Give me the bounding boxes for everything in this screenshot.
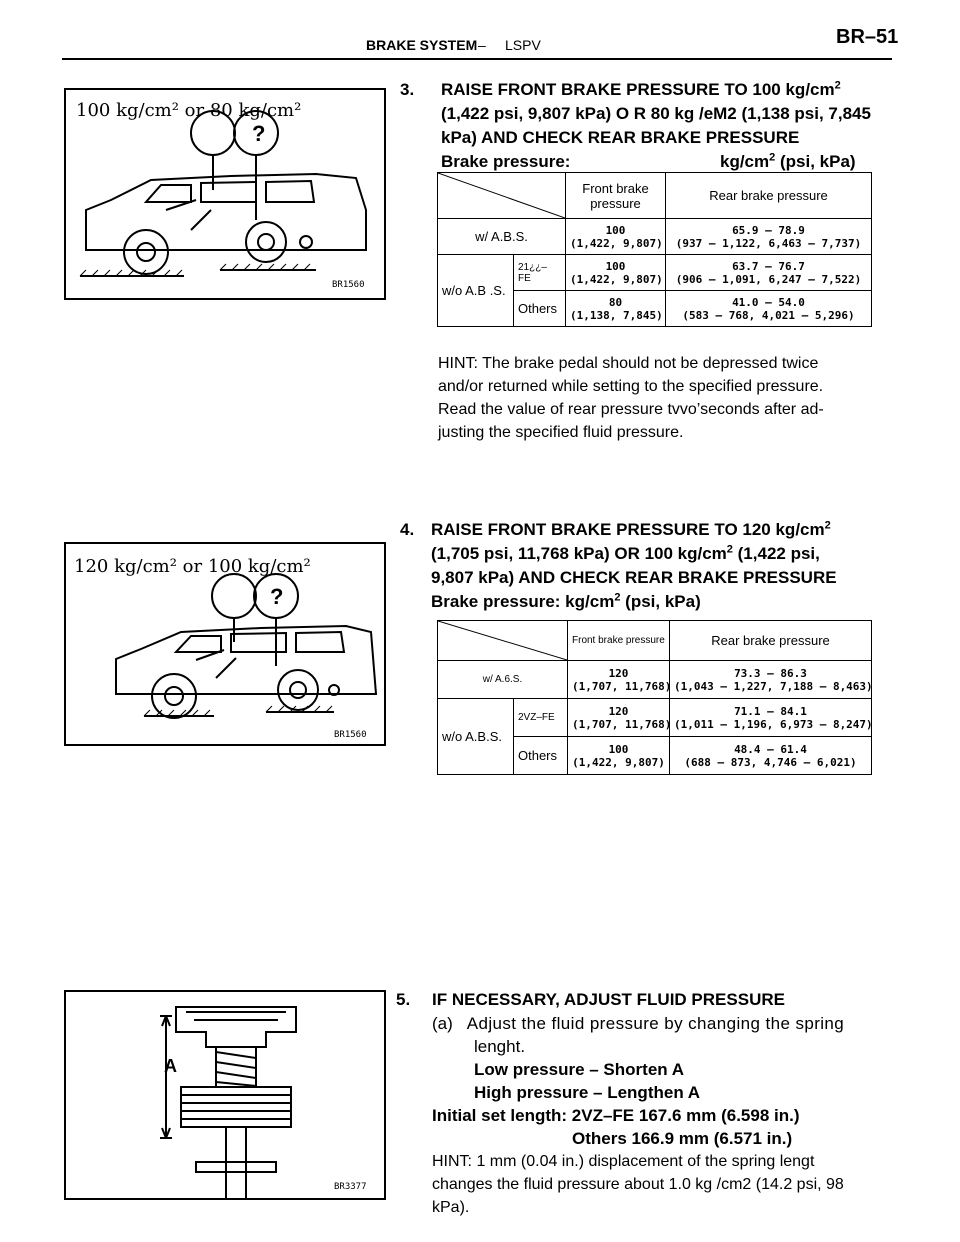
step3-hint: HINT: The brake pedal should not be depressed twice and/or returned while setting to the specified pressure. Read the value of rear pressure tvvo’seconds after ad- justing the specified fluid pressure. (438, 355, 824, 441)
cell-others-front: 100 (1,422, 9,807) (568, 737, 670, 775)
step3-pressure-table (437, 172, 872, 327)
figure-pressure-label: 100 kg/cm² or 80 kg/cm² (76, 100, 302, 121)
row-label-engine: 2VZ–FE (514, 699, 568, 737)
col-header-front: Front brake pressure (566, 173, 666, 219)
step4-pressure-table (437, 620, 872, 775)
cell-others-rear: 48.4 — 61.4 (688 — 873, 4,746 — 6,021) (670, 737, 872, 775)
col-header-rear: Rear brake pressure (666, 173, 872, 219)
gauge-unknown-mark: ? (270, 584, 284, 609)
initial-set-length: Initial set length: 2VZ–FE 167.6 mm (6.598 in.) (432, 1106, 800, 1125)
step5-figure (64, 990, 386, 1200)
step-number: 4. (400, 520, 415, 539)
cell-abs-front: 120 (1,707, 11,768) (568, 661, 670, 699)
high-pressure-instruction: High pressure – Lengthen A (474, 1083, 701, 1102)
low-pressure-instruction: Low pressure – Shorten A (474, 1060, 685, 1079)
cell-engine-front: 120 (1,707, 11,768) (568, 699, 670, 737)
row-label-abs: w/ A.6.S. (438, 661, 568, 699)
row-label-others: Others (514, 737, 568, 775)
page-header (0, 0, 960, 58)
table-corner (438, 621, 568, 661)
col-header-rear: Rear brake pressure (670, 621, 872, 661)
step3-line2: (1,422 psi, 9,807 kPa) O R 80 kg /eM2 (1,138 psi, 7,845 (441, 104, 871, 123)
step3-line3: kPa) AND CHECK REAR BRAKE PRESSURE (441, 128, 800, 147)
step5-heading: 5. IF NECESSARY, ADJUST FLUID PRESSURE (396, 990, 785, 1009)
step4-line1: RAISE FRONT BRAKE PRESSURE TO 120 $kg/cm^2$ (431, 519, 831, 539)
dimension-a-label: A (164, 1056, 177, 1076)
step-number: 3. (400, 80, 415, 99)
cell-abs-rear: 65.9 — 78.9 (937 — 1,122, 6,463 — 7,737) (666, 219, 872, 255)
figure-id: BR1560 (334, 730, 367, 740)
table-corner (438, 173, 566, 219)
figure-id: BR1560 (332, 280, 365, 290)
subsection-title: LSPV (505, 37, 541, 53)
header-separator: – (478, 37, 486, 53)
others-set-length: Others 166.9 mm (6.571 in.) (572, 1129, 793, 1148)
row-label-others: Others (514, 291, 566, 327)
row-label-no-abs: w/o A.B .S. (438, 255, 514, 327)
cell-others-rear: 41.0 — 54.0 (583 — 768, 4,021 — 5,296) (666, 291, 872, 327)
cell-engine-rear: 71.1 — 84.1 (1,011 — 1,196, 6,973 — 8,247) (670, 699, 872, 737)
cell-abs-front: 100 (1,422, 9,807) (566, 219, 666, 255)
brake-pressure-label: Brake pressure: (441, 152, 571, 171)
cell-engine-front: 100 (1,422, 9,807) (566, 255, 666, 291)
page-number: BR–51 (836, 26, 899, 48)
step4-line2: (1,705 psi, 11,768 kPa) OR 100 $kg/cm^2$ (1,422 psi, (431, 543, 820, 563)
brake-pressure-label: Brake pressure: $kg/cm^2$ (psi, kPa) (431, 591, 701, 611)
row-label-no-abs: w/o A.B.S. (438, 699, 514, 775)
figure-pressure-label: 120 kg/cm² or 100 kg/cm² (74, 556, 311, 577)
cell-others-front: 80 (1,138, 7,845) (566, 291, 666, 327)
lspv-valve-diagram (66, 992, 384, 1198)
figure-id: BR3377 (334, 1182, 367, 1192)
step3-line1: RAISE FRONT BRAKE PRESSURE TO 100 $kg/cm^2$ (441, 79, 841, 99)
col-header-front: Front brake pressure (568, 621, 670, 661)
header-rule (62, 58, 892, 60)
cell-abs-rear: 73.3 — 86.3 (1,043 — 1,227, 7,188 — 8,463) (670, 661, 872, 699)
gauge-unknown-mark: ? (252, 121, 266, 146)
step5-a-line1: (a) Adjust the fluid pressure by changing the spring (432, 1014, 845, 1033)
row-label-engine: 21¿¿– FE (514, 255, 566, 291)
step3-figure (64, 88, 386, 300)
step4-heading (400, 518, 880, 618)
section-title: BRAKE SYSTEM (366, 37, 478, 53)
step4-line3: 9,807 kPa) AND CHECK REAR BRAKE PRESSURE (431, 568, 837, 587)
car-gauge-diagram (66, 90, 384, 298)
step4-figure (64, 542, 386, 746)
step5-body: (a) Adjust the fluid pressure by changing the spring lenght. Low pressure – Shorten A High pressure – Lengthen A Initial set length: 2VZ–FE 167.6 mm (6.598 in.) Others 166.9 mm (6.571 in.) HINT: 1 mm (0.04 in.) displacement of the spring lengt changes the fluid pressure about 1.0 kg /cm2 (14.2 psi, 98 kPa). (432, 1014, 845, 1216)
brake-pressure-units: $kg/cm^2$ (psi, kPa) (720, 151, 856, 171)
cell-engine-rear: 63.7 — 76.7 (906 — 1,091, 6,247 — 7,522) (666, 255, 872, 291)
step3-heading (400, 78, 880, 178)
row-label-abs: w/ A.B.S. (438, 219, 566, 255)
